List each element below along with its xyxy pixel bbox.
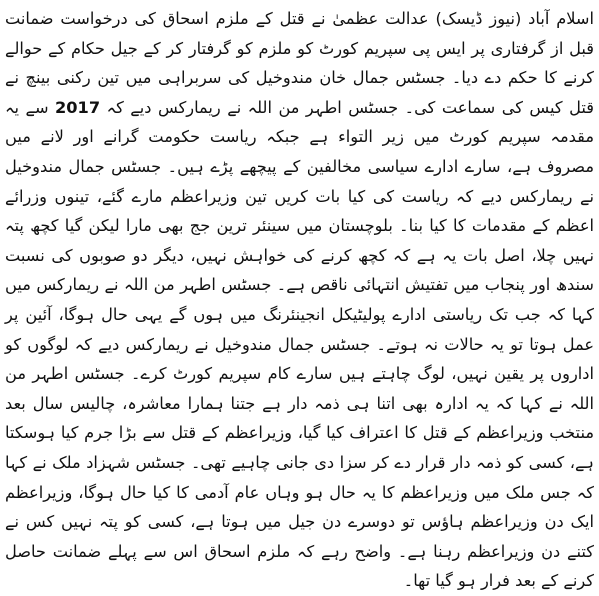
- year-figure: 2017: [55, 97, 101, 117]
- article-text-part-2: سے یہ مقدمہ سپریم کورٹ میں زیر التواء ہے جبکہ ریاست حکومت گرانے اور لانے میں مصروف ہے، سارے ادارے سیاسی مخالفین کے پیچھے پڑے ہیں۔ جسٹس جمال مندوخیل نے ریمارکس دیے کہ ریاست کی کیا بات کریں تین وزیراعظم مارے گئے، تینوں وزرائے اعظم کے مقدمات کا کیا بنا۔ بلوچستان میں سینئر ترین جج بھی مارا لیکن گیا کچھ پتہ نہیں چلا، اصل بات یہ ہے کہ کچھ کرنے کی خواہش نہیں، دیگر دو صوبوں کی نسبت سندھ اور پنجاب میں تفتیش انتہائی ناقص ہے۔ جسٹس اطہر من اللہ نے ریمارکس میں کہا کہ جب تک ریاستی ادارے پولیٹیکل انجینئرنگ میں ہوں گے یہی حال ہوگا، آئین پر عمل ہوتا تو یہ حالات نہ ہوتے۔ جسٹس جمال مندوخیل نے ریمارکس دیے کہ لوگوں کو اداروں پر یقین نہیں، لوگ چاہتے ہیں سارے کام سپریم کورٹ کرے۔ جسٹس اطہر من اللہ نے کہا کہ یہ ادارہ بھی اتنا ہی ذمہ دار ہے جتنا ہمارا معاشرہ، چالیس سال بعد منتخب وزیراعظم کے قتل کا اعتراف کیا گیا، وزیراعظم کے قتل سے بڑا جرم کیا ہوسکتا ہے، کسی کو ذمہ دار قرار دے کر سزا دی جانی چاہیے تھی۔ جسٹس شہزاد ملک نے کہا کہ جس ملک میں وزیراعظم کا یہ حال ہو وہاں عام آدمی کا کیا حال ہوگا، وزیراعظم ایک دن وزیراعظم ہاؤس تو دوسرے دن جیل میں ہوتا ہے، کسی کو پتہ نہیں کس نے کتنے دن وزیراعظم رہنا ہے۔ واضح رہے کہ ملزم اسحاق اس سے پہلے ضمانت حاصل کرنے کے بعد فرار ہو گیا تھا۔: [5, 97, 594, 591]
- article-text-part-1: اسلام آباد (نیوز ڈیسک) عدالت عظمیٰ نے قتل کے ملزم اسحاق کی درخواست ضمانت قبل از گرفتاری پر ایس پی سپریم کورٹ کو ملزم کو گرفتار کر کے جیل حکام کے حوالے کرنے کا حکم دے دیا۔ جسٹس جمال خان مندوخیل کی سربراہی میں تین رکنی بینچ نے قتل کیس کی سماعت کی۔ جسٹس اطہر من اللہ نے ریمارکس دیے کہ: [5, 9, 595, 117]
